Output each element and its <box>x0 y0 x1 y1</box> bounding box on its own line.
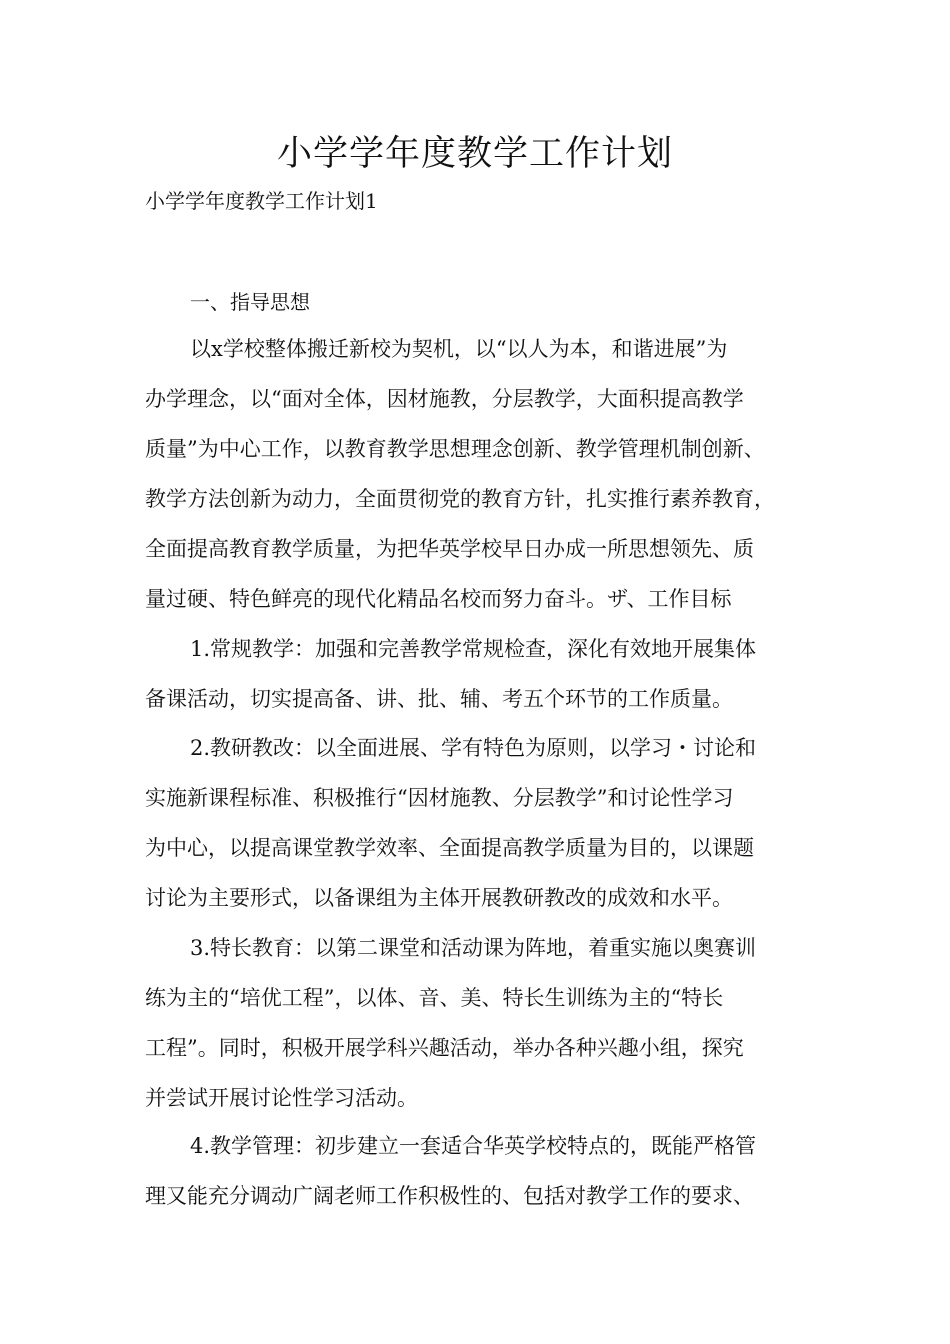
document-title: 小学学年度教学工作计划 <box>276 134 673 174</box>
paragraph-line: 全面提高教育教学质量，为把华英学校早日办成一所思想领先、质 <box>145 537 754 561</box>
document-subtitle: 小学学年度教学工作计划1 <box>145 189 378 213</box>
paragraph-line: 3.特长教育：以第二课堂和活动课为阵地，着重实施以奥赛训 <box>190 936 757 960</box>
paragraph-line: 量过硬、特色鲜亮的现代化精品名校而努力奋斗。ザ、工作目标 <box>145 587 732 611</box>
paragraph-line: 质量”为中心工作，以教育教学思想理念创新、教学管理机制创新、 <box>145 437 765 461</box>
paragraph-specialty-education <box>145 923 825 1123</box>
paragraph-teaching-management <box>145 1121 825 1221</box>
paragraph-line: 以x学校整体搬迁新校为契机，以“以人为本，和谐进展”为 <box>190 337 728 361</box>
paragraph-line: 教学方法创新为动力，全面贯彻党的教育方针，扎实推行素养教育， <box>145 487 775 511</box>
paragraph-routine-teaching <box>145 624 825 724</box>
paragraph-guiding-ideology <box>145 324 825 624</box>
paragraph-line: 1.常规教学：加强和完善教学常规检查，深化有效地开展集体 <box>190 637 757 661</box>
section-heading-guiding-ideology: 一、指导思想 <box>190 290 310 314</box>
paragraph-line: 4.教学管理：初步建立一套适合华英学校特点的，既能严格管 <box>190 1134 757 1158</box>
paragraph-line: 2.教研教改：以全面进展、学有特色为原则，以学习・讨论和 <box>190 736 757 760</box>
paragraph-line: 练为主的“培优工程”，以体、音、美、特长生训练为主的“特长 <box>145 986 724 1010</box>
paragraph-line: 为中心，以提高课堂教学效率、全面提高教学质量为目的，以课题 <box>145 836 754 860</box>
paragraph-line: 讨论为主要形式，以备课组为主体开展教研教改的成效和水平。 <box>145 886 733 910</box>
paragraph-line: 实施新课程标准、积极推行“因材施教、分层教学”和讨论性学习 <box>145 786 734 810</box>
paragraph-line: 备课活动，切实提高备、讲、批、辅、考五个环节的工作质量。 <box>145 687 733 711</box>
paragraph-teaching-research <box>145 723 825 923</box>
paragraph-line: 办学理念，以“面对全体，因材施教，分层教学，大面积提高教学 <box>145 387 744 411</box>
paragraph-line: 理又能充分调动广阔老师工作积极性的、包括对教学工作的要求、 <box>145 1184 754 1208</box>
paragraph-line: 并尝试开展讨论性学习活动。 <box>145 1086 418 1110</box>
paragraph-line: 工程”。同时，积极开展学科兴趣活动，举办各种兴趣小组，探究 <box>145 1036 744 1060</box>
